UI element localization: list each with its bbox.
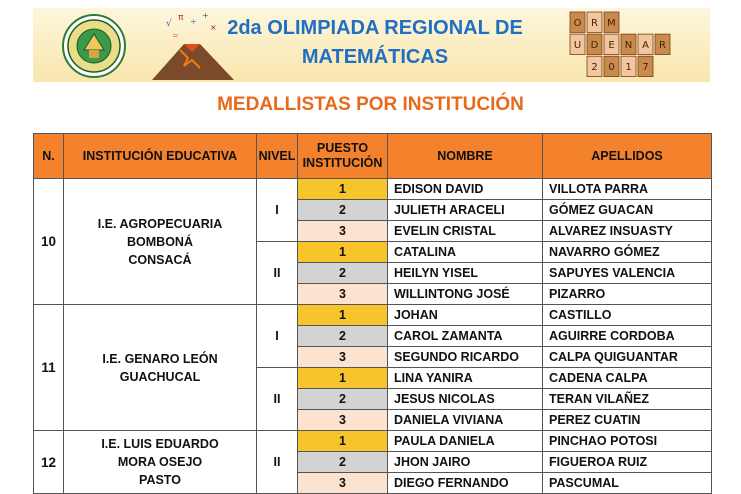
name-cell: SEGUNDO RICARDO — [388, 347, 543, 368]
position-cell: 3 — [298, 410, 388, 431]
cube-letter: N — [624, 40, 633, 52]
cube-letter: R — [659, 40, 666, 52]
position-cell: 2 — [298, 326, 388, 347]
svg-text:=: = — [172, 31, 179, 40]
cube-letter: M — [607, 17, 616, 29]
header-row — [34, 134, 712, 179]
level-cell: II — [257, 368, 298, 431]
surname-cell: PEREZ CUATIN — [543, 410, 712, 431]
position-cell: 2 — [298, 452, 388, 473]
name-cell: CATALINA — [388, 242, 543, 263]
name-cell: HEILYN YISEL — [388, 263, 543, 284]
cube-letter: 7 — [642, 62, 649, 74]
svg-text:π: π — [178, 13, 184, 23]
surname-cell: SAPUYES VALENCIA — [543, 263, 712, 284]
name-cell: CAROL ZAMANTA — [388, 326, 543, 347]
position-cell: 3 — [298, 284, 388, 305]
surname-cell: AGUIRRE CORDOBA — [543, 326, 712, 347]
title-line-1: 2da OLIMPIADA REGIONAL DE — [227, 17, 523, 39]
name-cell: JESUS NICOLAS — [388, 389, 543, 410]
name-cell: JOHAN — [388, 305, 543, 326]
institution-name: I.E. LUIS EDUARDO MORA OSEJO PASTO — [64, 431, 257, 494]
table-row — [34, 179, 712, 200]
col-header-institution: INSTITUCIÓN EDUCATIVA — [64, 134, 257, 179]
institution-number: 11 — [34, 305, 64, 431]
cube-letter: E — [608, 40, 615, 52]
position-cell: 1 — [298, 431, 388, 452]
name-cell: EDISON DAVID — [388, 179, 543, 200]
position-cell: 1 — [298, 179, 388, 200]
surname-cell: NAVARRO GÓMEZ — [543, 242, 712, 263]
position-cell: 2 — [298, 389, 388, 410]
name-cell: LINA YANIRA — [388, 368, 543, 389]
medalists-table — [33, 133, 712, 494]
institution-name: I.E. GENARO LEÓN GUACHUCAL — [64, 305, 257, 431]
table-row — [34, 431, 712, 452]
position-cell: 1 — [298, 305, 388, 326]
cube-letter: O — [573, 17, 582, 29]
level-cell: II — [257, 242, 298, 305]
svg-text:√: √ — [166, 19, 172, 29]
institution-number: 10 — [34, 179, 64, 305]
page-subtitle: MEDALLISTAS POR INSTITUCIÓN — [217, 94, 524, 115]
surname-cell: TERAN VILAÑEZ — [543, 389, 712, 410]
institution-name: I.E. AGROPECUARIA BOMBONÁ CONSACÁ — [64, 179, 257, 305]
cube-letter: U — [573, 40, 582, 52]
level-cell: I — [257, 179, 298, 242]
cube-letter: D — [590, 40, 599, 52]
col-header-num: N. — [34, 134, 64, 179]
name-cell: DIEGO FERNANDO — [388, 473, 543, 494]
col-header-surname: APELLIDOS — [543, 134, 712, 179]
position-cell: 3 — [298, 221, 388, 242]
cube-letter: R — [591, 17, 598, 29]
surname-cell: FIGUEROA RUIZ — [543, 452, 712, 473]
position-cell: 3 — [298, 473, 388, 494]
university-seal-icon — [62, 14, 126, 78]
level-cell: I — [257, 305, 298, 368]
level-cell: II — [257, 431, 298, 494]
name-cell: PAULA DANIELA — [388, 431, 543, 452]
position-cell: 1 — [298, 242, 388, 263]
institution-number: 12 — [34, 431, 64, 494]
svg-text:×: × — [210, 23, 217, 32]
surname-cell: GÓMEZ GUACAN — [543, 200, 712, 221]
col-header-position: PUESTO INSTITUCIÓN — [298, 134, 388, 179]
table-row — [34, 305, 712, 326]
name-cell: EVELIN CRISTAL — [388, 221, 543, 242]
svg-text:+: + — [202, 11, 209, 20]
position-cell: 2 — [298, 200, 388, 221]
svg-text:÷: ÷ — [190, 17, 197, 26]
surname-cell: PIZARRO — [543, 284, 712, 305]
name-cell: WILLINTONG JOSÉ — [388, 284, 543, 305]
cube-letter: 0 — [608, 62, 615, 74]
name-cell: DANIELA VIVIANA — [388, 410, 543, 431]
surname-cell: VILLOTA PARRA — [543, 179, 712, 200]
name-cell: JULIETH ARACELI — [388, 200, 543, 221]
surname-cell: PINCHAO POTOSI — [543, 431, 712, 452]
surname-cell: CASTILLO — [543, 305, 712, 326]
surname-cell: ALVAREZ INSUASTY — [543, 221, 712, 242]
col-header-level: NIVEL — [257, 134, 298, 179]
cube-letter: A — [642, 40, 649, 52]
position-cell: 1 — [298, 368, 388, 389]
cube-letter: 2 — [591, 62, 598, 74]
surname-cell: PASCUMAL — [543, 473, 712, 494]
cube-letter: 1 — [625, 62, 632, 74]
name-cell: JHON JAIRO — [388, 452, 543, 473]
orm-cube-logo-icon — [568, 10, 676, 80]
surname-cell: CALPA QUIGUANTAR — [543, 347, 712, 368]
surname-cell: CADENA CALPA — [543, 368, 712, 389]
position-cell: 2 — [298, 263, 388, 284]
position-cell: 3 — [298, 347, 388, 368]
title-line-2: MATEMÁTICAS — [301, 46, 449, 68]
col-header-name: NOMBRE — [388, 134, 543, 179]
